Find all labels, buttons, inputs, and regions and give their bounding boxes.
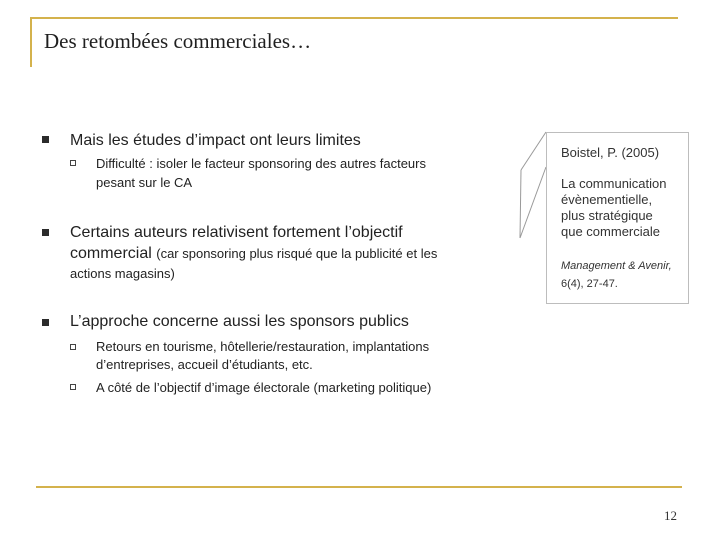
subbullet-text-1-1b: pesant sur le CA: [96, 175, 193, 190]
slide-title: Des retombées commerciales…: [44, 29, 312, 53]
citation-author: Boistel, P. (2005): [561, 145, 660, 160]
bullet-text-2-note: (car sponsoring plus risqué que la publicité et les: [156, 246, 438, 261]
citation-journal: [561, 257, 689, 293]
subbullet-text-1-1a: Difficulté : isoler le facteur sponsoring des autres facteurs: [96, 156, 426, 171]
citation-title-line: que commerciale: [561, 224, 660, 239]
citation-title-line: La communication: [561, 176, 667, 191]
citation-volume: 6(4), 27-47.: [561, 278, 618, 290]
bullet-text-2-main: commercial: [70, 245, 157, 262]
footer-divider: [36, 486, 682, 488]
citation-title-line: évènementielle,: [561, 192, 653, 207]
citation-title: [561, 176, 686, 240]
citation-journal-name: Management & Avenir,: [561, 260, 672, 272]
bullet-text-2-note-cont: actions magasins): [70, 266, 175, 281]
bullet-text-1: Mais les études d’impact ont leurs limites: [70, 132, 361, 149]
bullet-text-3: L’approche concerne aussi les sponsors publics: [70, 313, 409, 330]
citation-box: [546, 132, 689, 304]
subbullet-text-3-1b: d’entreprises, accueil d’étudiants, etc.: [96, 357, 313, 372]
page-number: 12: [664, 508, 677, 523]
subbullet-text-3-2: A côté de l’objectif d’image électorale (marketing politique): [96, 380, 432, 395]
bullet-text-2-line1: Certains auteurs relativisent fortement l’objectif: [70, 224, 403, 241]
subbullet-text-3-1a: Retours en tourisme, hôtellerie/restauration, implantations: [96, 339, 430, 354]
citation-title-line: plus stratégique: [561, 208, 653, 223]
